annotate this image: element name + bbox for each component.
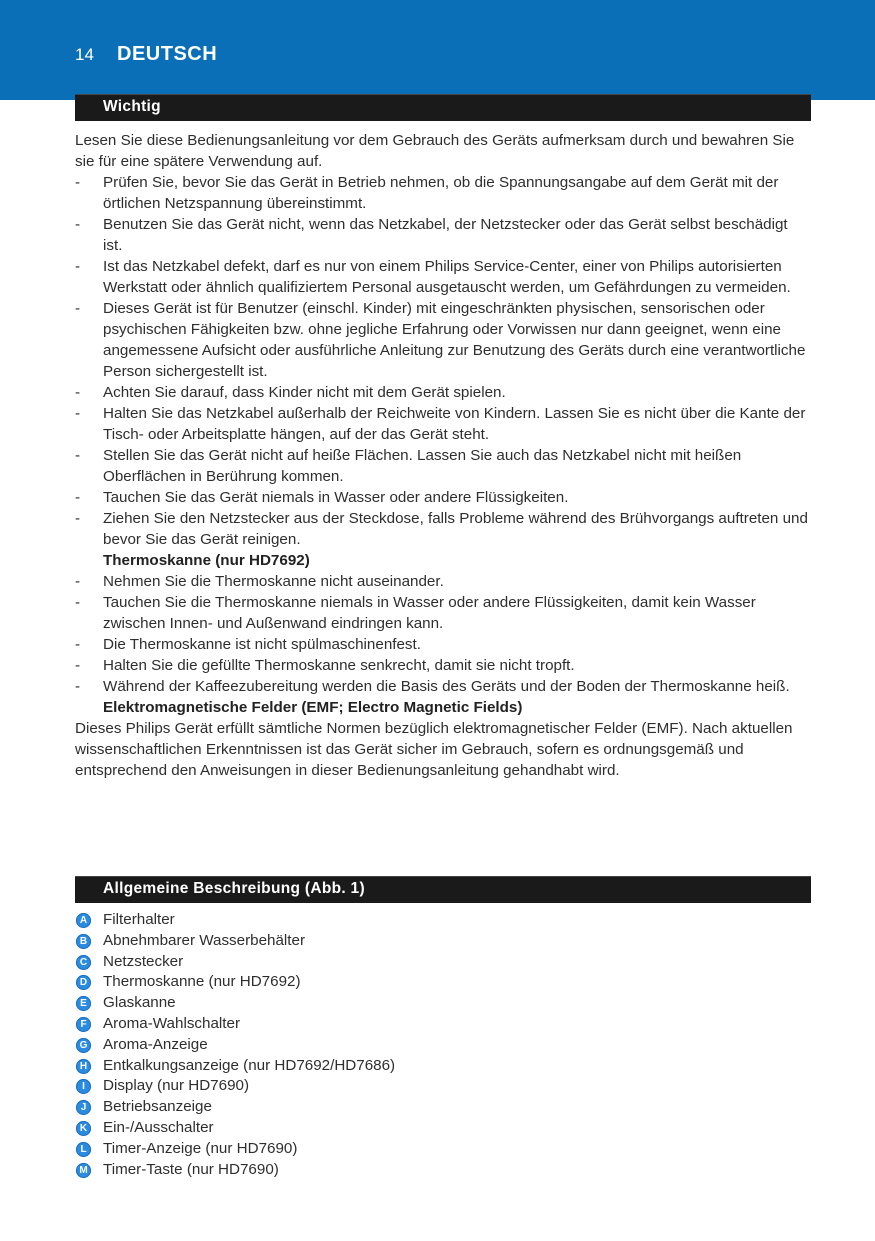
section-bar-important — [75, 94, 811, 121]
part-item: A Filterhalter — [75, 910, 575, 931]
part-item: C Netzstecker — [75, 952, 575, 973]
safety-list — [75, 172, 810, 550]
list-item: - Nehmen Sie die Thermoskanne nicht auseinander. — [75, 573, 444, 590]
letter-badge-icon: H — [76, 1059, 91, 1074]
parts-list — [75, 910, 575, 1180]
list-item: - Dieses Gerät ist für Benutzer (einschl. Kinder) mit eingeschränkten physischen, sensorischen oder psychischen Fähigkeiten bzw. ohne jegliche Erfahrung oder Vorwissen nur dann geeignet, wenn eine angemessene Aufsicht oder ausführliche Anleitung zur Benutzung des Geräts durch eine verantwortliche Person sichergestellt ist. — [75, 300, 806, 380]
list-item: - Die Thermoskanne ist nicht spülmaschinenfest. — [75, 636, 421, 653]
part-item: G Aroma-Anzeige — [75, 1035, 575, 1056]
letter-badge-icon: B — [76, 934, 91, 949]
letter-badge-icon: A — [76, 913, 91, 928]
language-title: DEUTSCH — [117, 43, 218, 65]
part-item: M Timer-Taste (nur HD7690) — [75, 1160, 575, 1181]
part-item: F Aroma-Wahlschalter — [75, 1014, 575, 1035]
list-item: - Halten Sie die gefüllte Thermoskanne senkrecht, damit sie nicht tropft. — [75, 657, 575, 674]
list-item: - Prüfen Sie, bevor Sie das Gerät in Betrieb nehmen, ob die Spannungsangabe auf dem Gerät mit der örtlichen Netzspannung übereinstimmt. — [75, 174, 779, 212]
emf-paragraph: Dieses Philips Gerät erfüllt sämtliche Normen bezüglich elektromagnetischer Felder (EMF). Nach aktuellen wissenschaftlichen Erkenntnissen ist das Gerät sicher im Gebrauch, sofern es ordnungsgemäß und entsprechend den Anweisungen in dieser Bedienungsanleitung gehandhabt wird. — [75, 720, 793, 779]
list-item: - Stellen Sie das Gerät nicht auf heiße Flächen. Lassen Sie auch das Netzkabel nicht mit heißen Oberflächen in Berührung kommen. — [75, 447, 742, 485]
letter-badge-icon: I — [76, 1079, 91, 1094]
part-item: H Entkalkungsanzeige (nur HD7692/HD7686) — [75, 1056, 575, 1077]
list-item: - Ist das Netzkabel defekt, darf es nur von einem Philips Service-Center, einer von Philips autorisierten Werkstatt oder ähnlich qualifiziertem Personal ausgetauscht werden, um Gefährdungen zu vermeiden. — [75, 258, 791, 296]
list-item: - Tauchen Sie das Gerät niemals in Wasser oder andere Flüssigkeiten. — [75, 489, 569, 506]
list-item: - Achten Sie darauf, dass Kinder nicht mit dem Gerät spielen. — [75, 384, 506, 401]
part-item: L Timer-Anzeige (nur HD7690) — [75, 1139, 575, 1160]
letter-badge-icon: J — [76, 1100, 91, 1115]
letter-badge-icon: F — [76, 1017, 91, 1032]
letter-badge-icon: L — [76, 1142, 91, 1157]
thermos-list — [75, 571, 810, 697]
page-number: 14 — [75, 45, 94, 64]
list-item: - Tauchen Sie die Thermoskanne niemals in Wasser oder andere Flüssigkeiten, damit kein Wasser zwischen Innen- und Außenwand eindringen kann. — [75, 594, 756, 632]
emf-heading: Elektromagnetische Felder (EMF; Electro Magnetic Fields) — [103, 699, 523, 716]
thermos-heading: Thermoskanne (nur HD7692) — [103, 552, 310, 569]
section-bar-description — [75, 876, 811, 903]
page-header — [0, 0, 875, 100]
letter-badge-icon: G — [76, 1038, 91, 1053]
letter-badge-icon: C — [76, 955, 91, 970]
part-item: B Abnehmbarer Wasserbehälter — [75, 931, 575, 952]
part-item: I Display (nur HD7690) — [75, 1076, 575, 1097]
list-item: - Während der Kaffeezubereitung werden die Basis des Geräts und der Boden der Thermoskanne heiß. — [75, 678, 790, 695]
part-item: D Thermoskanne (nur HD7692) — [75, 972, 575, 993]
letter-badge-icon: M — [76, 1163, 91, 1178]
letter-badge-icon: K — [76, 1121, 91, 1136]
section-title-description: Allgemeine Beschreibung (Abb. 1) — [103, 880, 365, 897]
important-content — [75, 130, 810, 781]
part-item: J Betriebsanzeige — [75, 1097, 575, 1118]
letter-badge-icon: D — [76, 975, 91, 990]
part-item: E Glaskanne — [75, 993, 575, 1014]
list-item: - Benutzen Sie das Gerät nicht, wenn das Netzkabel, der Netzstecker oder das Gerät selbst beschädigt ist. — [75, 216, 788, 254]
list-item: - Halten Sie das Netzkabel außerhalb der Reichweite von Kindern. Lassen Sie es nicht über die Kante der Tisch- oder Arbeitsplatte hängen, auf der das Gerät steht. — [75, 405, 806, 443]
letter-badge-icon: E — [76, 996, 91, 1011]
section-title-important: Wichtig — [103, 98, 161, 115]
part-item: K Ein-/Ausschalter — [75, 1118, 575, 1139]
list-item: - Ziehen Sie den Netzstecker aus der Steckdose, falls Probleme während des Brühvorgangs auftreten und bevor Sie das Gerät reinigen. — [75, 510, 808, 548]
intro-paragraph: Lesen Sie diese Bedienungsanleitung vor dem Gebrauch des Geräts aufmerksam durch und bewahren Sie sie für eine spätere Verwendung auf. — [75, 132, 795, 170]
